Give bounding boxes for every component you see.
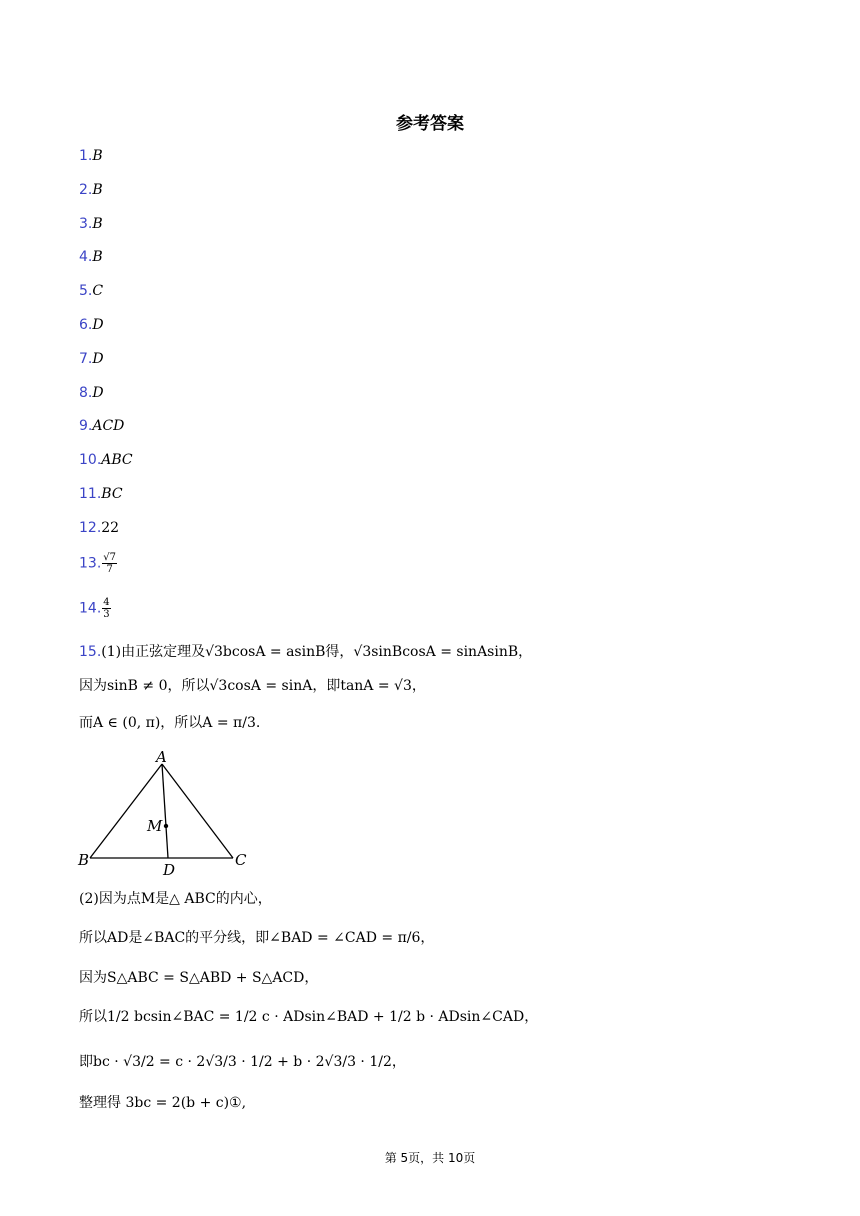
label-M: M	[147, 817, 163, 835]
answer-value: B	[92, 249, 103, 265]
fraction-denominator: 3	[103, 609, 110, 620]
solution-line-3: 而A ∈ (0, π)，所以A = π/3.	[79, 715, 261, 731]
answer-item-13	[79, 552, 118, 575]
question-number: 3.	[79, 216, 93, 232]
answer-item	[79, 485, 123, 503]
answer-item	[79, 181, 103, 199]
answer-value: 22	[101, 520, 120, 536]
fraction	[102, 552, 117, 575]
label-B: B	[78, 851, 90, 869]
answer-value: B	[92, 182, 103, 198]
solution-line-2: 因为sinB ≠ 0，所以√3cosA = sinA，即tanA = √3，	[79, 678, 426, 694]
answer-item	[79, 384, 104, 402]
question-number: 4.	[79, 249, 93, 265]
solution-line-6: 因为S△ABC = S△ABD + S△ACD，	[79, 970, 319, 986]
fraction-denominator: 7	[106, 564, 113, 575]
solution-line-4: (2)因为点M是△ ABC的内心，	[79, 891, 272, 907]
question-number: 10.	[79, 452, 102, 468]
solution-line-8: 即bc · √3/2 = c · 2√3/3 · 1/2 + b · 2√3/3 · 1/2，	[79, 1054, 406, 1070]
question-number: 6.	[79, 317, 93, 333]
label-D: D	[163, 861, 176, 879]
answer-item	[79, 451, 133, 469]
fraction	[102, 597, 110, 620]
answer-item	[79, 282, 103, 300]
question-number: 11.	[79, 486, 102, 502]
solution-line-9: 整理得 3bc = 2(b + c)①,	[79, 1095, 247, 1111]
answer-item	[79, 215, 103, 233]
solution-line-1	[79, 642, 532, 662]
fraction-numerator: √7	[103, 552, 116, 563]
triangle-figure	[76, 746, 256, 880]
question-number: 12.	[79, 520, 102, 536]
page-footer: 第 5页，共 10页	[384, 1151, 476, 1165]
answer-item	[79, 350, 104, 368]
solution-line-5: 所以AD是∠BAC的平分线，即∠BAD = ∠CAD = π/6，	[79, 930, 435, 946]
question-number: 13.	[79, 555, 102, 572]
page-title: 参考答案	[396, 114, 464, 134]
question-number: 9.	[79, 418, 93, 434]
question-number: 15.	[79, 644, 102, 660]
solution-text: (1)由正弦定理及√3bcosA = asinB得，√3sinBcosA = sinAsinB，	[101, 644, 533, 660]
point-M	[164, 824, 168, 828]
answer-item	[79, 147, 103, 165]
question-number: 8.	[79, 385, 93, 401]
answer-item-14	[79, 597, 112, 620]
answer-value: D	[92, 351, 104, 367]
answer-value: C	[92, 283, 104, 299]
question-number: 7.	[79, 351, 93, 367]
answer-item	[79, 519, 119, 537]
solution-line-7: 所以1/2 bcsin∠BAC = 1/2 c · ADsin∠BAD + 1/2 b · ADsin∠CAD，	[79, 1009, 539, 1025]
answer-item	[79, 248, 103, 266]
label-A: A	[156, 748, 167, 766]
answer-value: BC	[101, 486, 123, 502]
label-C: C	[235, 851, 247, 869]
answer-item	[79, 316, 104, 334]
answer-item	[79, 417, 124, 435]
answer-value: ACD	[92, 418, 125, 434]
question-number: 14.	[79, 600, 102, 617]
question-number: 2.	[79, 182, 93, 198]
answer-value: D	[92, 385, 104, 401]
fraction-numerator: 4	[103, 597, 110, 608]
question-number: 1.	[79, 148, 93, 164]
answer-value: D	[92, 317, 104, 333]
question-number: 5.	[79, 283, 93, 299]
answer-value: ABC	[101, 452, 133, 468]
answer-value: B	[92, 216, 103, 232]
answer-value: B	[92, 148, 103, 164]
